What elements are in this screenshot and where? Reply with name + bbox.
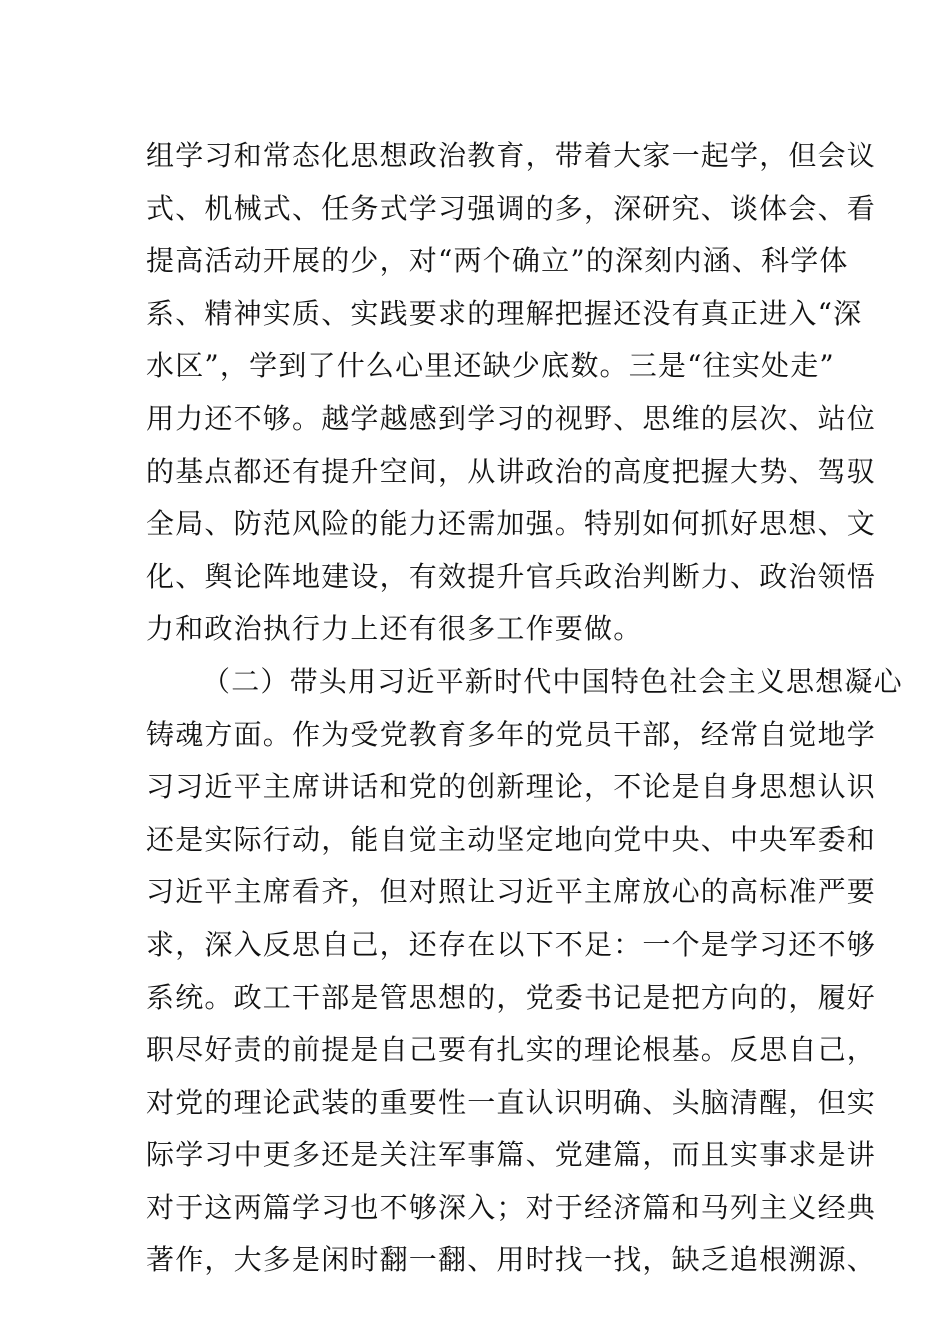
body-text	[146, 130, 903, 1287]
text-line: 铸魂方面。作为受党教育多年的党员干部，经常自觉地学	[146, 717, 877, 751]
text-line: 系、精神实质、实践要求的理解把握还没有真正进入“深	[146, 296, 863, 330]
text-line: 式、机械式、任务式学习强调的多，深研究、谈体会、看	[146, 191, 877, 225]
text-line: 水区”，学到了什么心里还缺少底数。三是“往实处走”	[146, 349, 835, 383]
text-line: 提高活动开展的少，对“两个确立”的深刻内涵、科学体	[146, 244, 849, 278]
text-line: 还是实际行动，能自觉主动坚定地向党中央、中央军委和	[146, 822, 877, 856]
text-line: 职尽好责的前提是自己要有扎实的理论根基。反思自己，	[146, 1033, 877, 1067]
text-line: 习近平主席看齐，但对照让习近平主席放心的高标准严要	[146, 875, 877, 909]
text-line: 力和政治执行力上还有很多工作要做。	[146, 612, 643, 646]
text-line: 求，深入反思自己，还存在以下不足：一个是学习还不够	[146, 927, 877, 961]
text-line: 组学习和常态化思想政治教育，带着大家一起学，但会议	[146, 139, 877, 172]
text-line: 系统。政工干部是管思想的，党委书记是把方向的，履好	[146, 980, 877, 1014]
text-line: 际学习中更多还是关注军事篇、党建篇，而且实事求是讲	[146, 1138, 877, 1172]
text-line: 著作，大多是闲时翻一翻、用时找一找，缺乏追根溯源、	[146, 1243, 877, 1277]
text-line: 对于这两篇学习也不够深入；对于经济篇和马列主义经典	[146, 1190, 877, 1224]
text-line: 的基点都还有提升空间，从讲政治的高度把握大势、驾驭	[146, 454, 877, 488]
text-line: 习习近平主席讲话和党的创新理论，不论是自身思想认识	[146, 770, 877, 804]
text-line: 全局、防范风险的能力还需加强。特别如何抓好思想、文	[146, 507, 877, 541]
section-heading-line: （二）带头用习近平新时代中国特色社会主义思想凝心	[202, 664, 903, 698]
text-line: 化、舆论阵地建设，有效提升官兵政治判断力、政治领悟	[146, 559, 877, 593]
text-line: 对党的理论武装的重要性一直认识明确、头脑清醒，但实	[146, 1085, 877, 1119]
text-line: 用力还不够。越学越感到学习的视野、思维的层次、站位	[146, 401, 877, 435]
